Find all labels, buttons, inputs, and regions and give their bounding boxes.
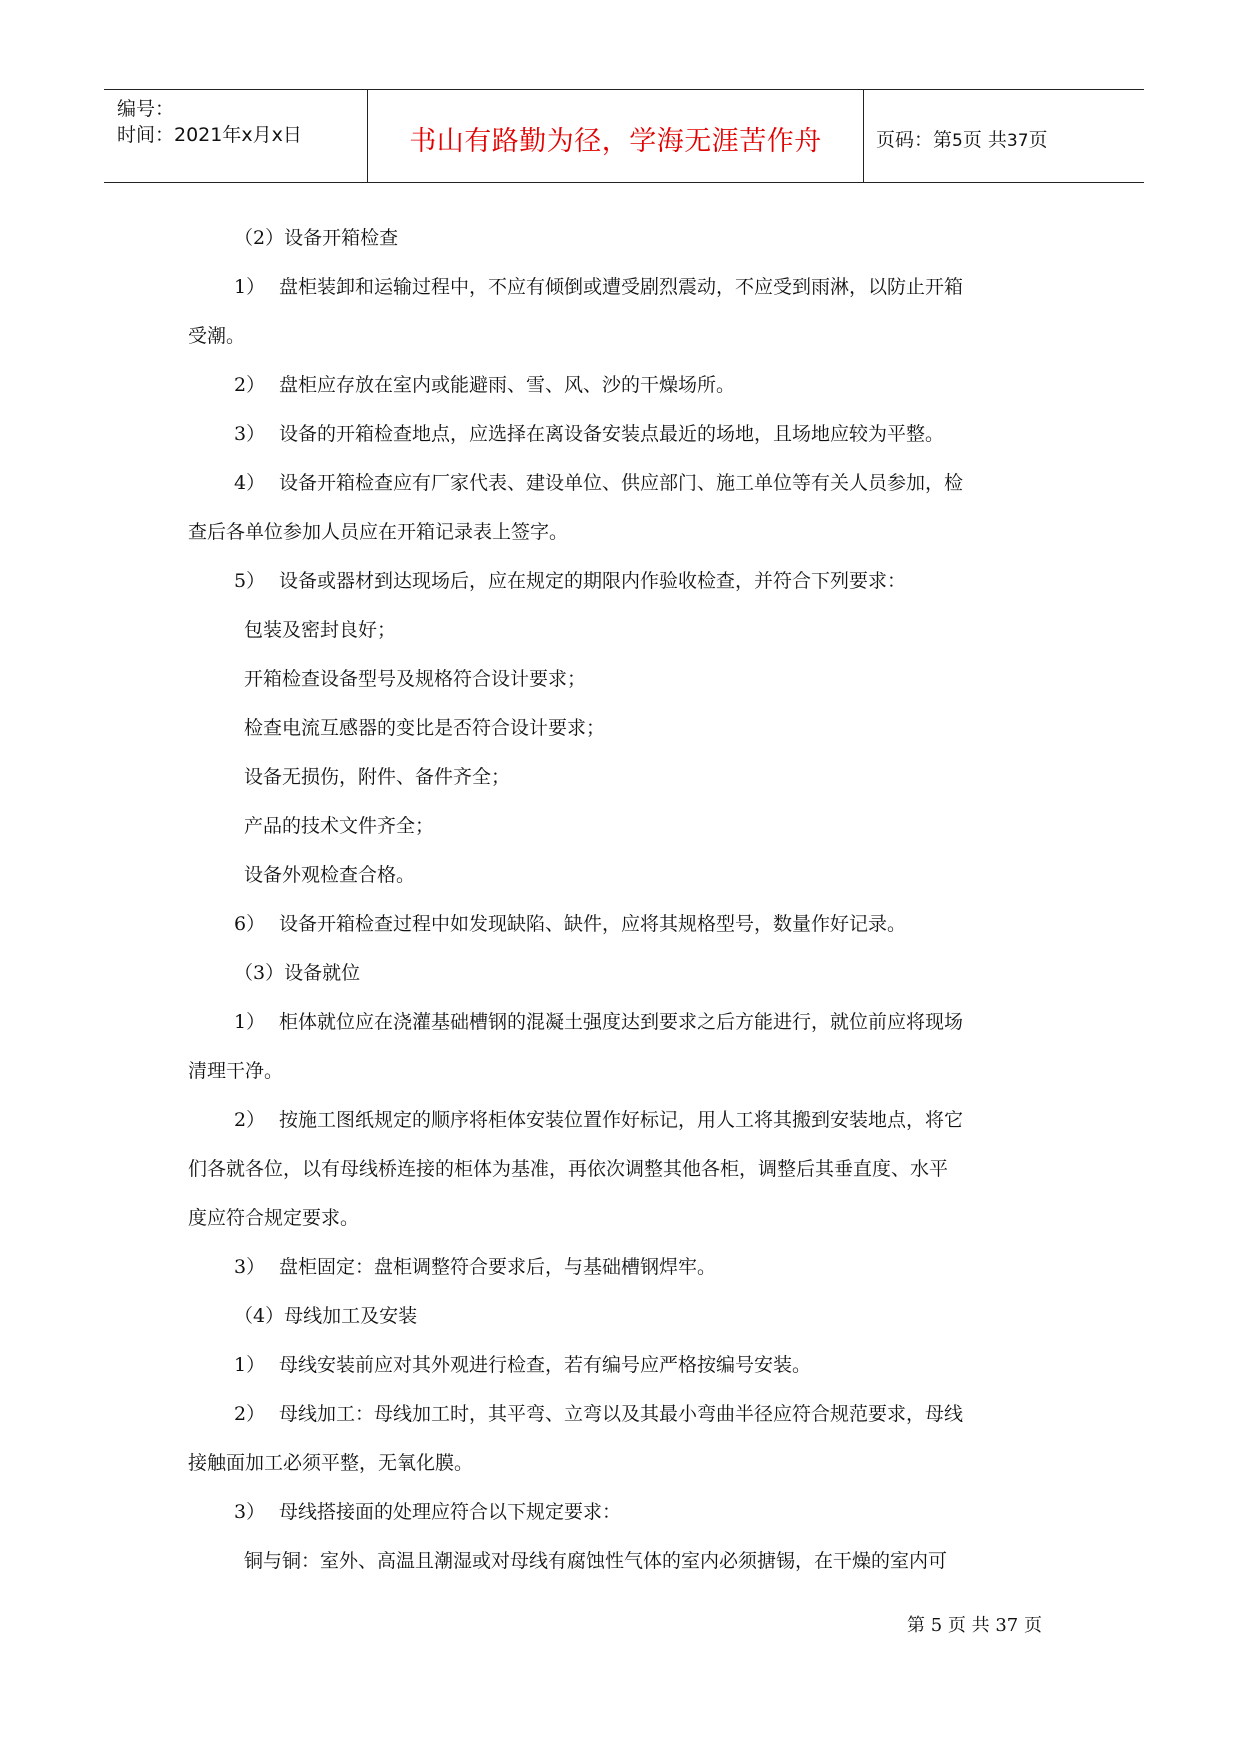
item-number: 4） bbox=[234, 472, 266, 494]
list-item bbox=[234, 1010, 963, 1034]
list-item bbox=[234, 1353, 811, 1377]
list-item bbox=[234, 1402, 963, 1426]
header-motto: 书山有路勤为径，学海无涯苦作舟 bbox=[409, 126, 822, 157]
list-item bbox=[234, 569, 906, 593]
requirement-line: 设备外观检查合格。 bbox=[244, 864, 416, 886]
item-text: 盘柜应存放在室内或能避雨、雪、风、沙的干燥场所。 bbox=[279, 374, 736, 396]
list-item bbox=[234, 275, 963, 299]
item-number: 1） bbox=[234, 1011, 266, 1033]
document-number-label: 编号： bbox=[117, 98, 175, 120]
page-footer: 第 5 页 共 37 页 bbox=[907, 1615, 1042, 1636]
item-text: 母线搭接面的处理应符合以下规定要求： bbox=[279, 1501, 622, 1523]
list-item bbox=[234, 471, 963, 495]
item-text: 柜体就位应在浇灌基础槽钢的混凝土强度达到要求之后方能进行，就位前应将现场 bbox=[279, 1011, 964, 1033]
requirement-line: 设备无损伤，附件、备件齐全； bbox=[244, 766, 511, 788]
item-number: 3） bbox=[234, 423, 266, 445]
item-number: 2） bbox=[234, 1109, 266, 1131]
item-number: 1） bbox=[234, 1354, 266, 1376]
item-number: 2） bbox=[234, 374, 266, 396]
paragraph-line: 接触面加工必须平整，无氧化膜。 bbox=[188, 1452, 474, 1474]
list-item bbox=[234, 1255, 716, 1279]
item-number: 3） bbox=[234, 1256, 266, 1278]
item-number: 5） bbox=[234, 570, 266, 592]
list-item bbox=[234, 422, 944, 446]
paragraph-line: 铜与铜：室外、高温且潮湿或对母线有腐蚀性气体的室内必须搪锡，在干燥的室内可 bbox=[244, 1550, 948, 1572]
item-text: 设备的开箱检查地点，应选择在离设备安装点最近的场地，且场地应较为平整。 bbox=[279, 423, 945, 445]
document-time-label: 时间：2021年x月x日 bbox=[117, 124, 302, 146]
paragraph-line: 查后各单位参加人员应在开箱记录表上签字。 bbox=[188, 521, 569, 543]
page-middle: 页 共 bbox=[962, 129, 1007, 151]
list-item bbox=[234, 373, 735, 397]
requirement-line: 产品的技术文件齐全； bbox=[244, 815, 435, 837]
requirement-line: 开箱检查设备型号及规格符合设计要求； bbox=[244, 668, 587, 690]
paragraph-line: 受潮。 bbox=[188, 325, 246, 347]
item-text: 按施工图纸规定的顺序将柜体安装位置作好标记，用人工将其搬到安装地点，将它 bbox=[279, 1109, 964, 1131]
item-text: 设备开箱检查过程中如发现缺陷、缺件，应将其规格型号，数量作好记录。 bbox=[279, 913, 907, 935]
list-item bbox=[234, 912, 906, 936]
item-number: 1） bbox=[234, 276, 266, 298]
list-item bbox=[234, 1108, 963, 1132]
item-text: 母线加工：母线加工时，其平弯、立弯以及其最小弯曲半径应符合规范要求，母线 bbox=[279, 1403, 964, 1425]
requirement-line: 检查电流互感器的变比是否符合设计要求； bbox=[244, 717, 606, 739]
item-text: 母线安装前应对其外观进行检查，若有编号应严格按编号安装。 bbox=[279, 1354, 812, 1376]
paragraph-line: 清理干净。 bbox=[188, 1060, 284, 1082]
requirement-line: 包装及密封良好； bbox=[244, 619, 397, 641]
section-heading: （4）母线加工及安装 bbox=[234, 1305, 418, 1327]
item-text: 盘柜装卸和运输过程中，不应有倾倒或遭受剧烈震动，不应受到雨淋，以防止开箱 bbox=[279, 276, 964, 298]
item-text: 设备或器材到达现场后，应在规定的期限内作验收检查，并符合下列要求： bbox=[279, 570, 907, 592]
item-number: 3） bbox=[234, 1501, 266, 1523]
paragraph-line: 们各就各位，以有母线桥连接的柜体为基准，再依次调整其他各柜，调整后其垂直度、水平 bbox=[188, 1158, 949, 1180]
section-heading: （3）设备就位 bbox=[234, 962, 361, 984]
page-suffix: 页 bbox=[1028, 129, 1048, 151]
paragraph-line: 度应符合规定要求。 bbox=[188, 1207, 360, 1229]
item-text: 盘柜固定：盘柜调整符合要求后，与基础槽钢焊牢。 bbox=[279, 1256, 717, 1278]
page-total: 37 bbox=[1006, 131, 1029, 151]
item-number: 2） bbox=[234, 1403, 266, 1425]
item-text: 设备开箱检查应有厂家代表、建设单位、供应部门、施工单位等有关人员参加，检 bbox=[279, 472, 964, 494]
list-item bbox=[234, 1500, 621, 1524]
section-heading: （2）设备开箱检查 bbox=[234, 227, 399, 249]
page-current: 5 bbox=[952, 131, 963, 151]
item-number: 6） bbox=[234, 913, 266, 935]
page-prefix: 页码：第 bbox=[876, 129, 953, 151]
